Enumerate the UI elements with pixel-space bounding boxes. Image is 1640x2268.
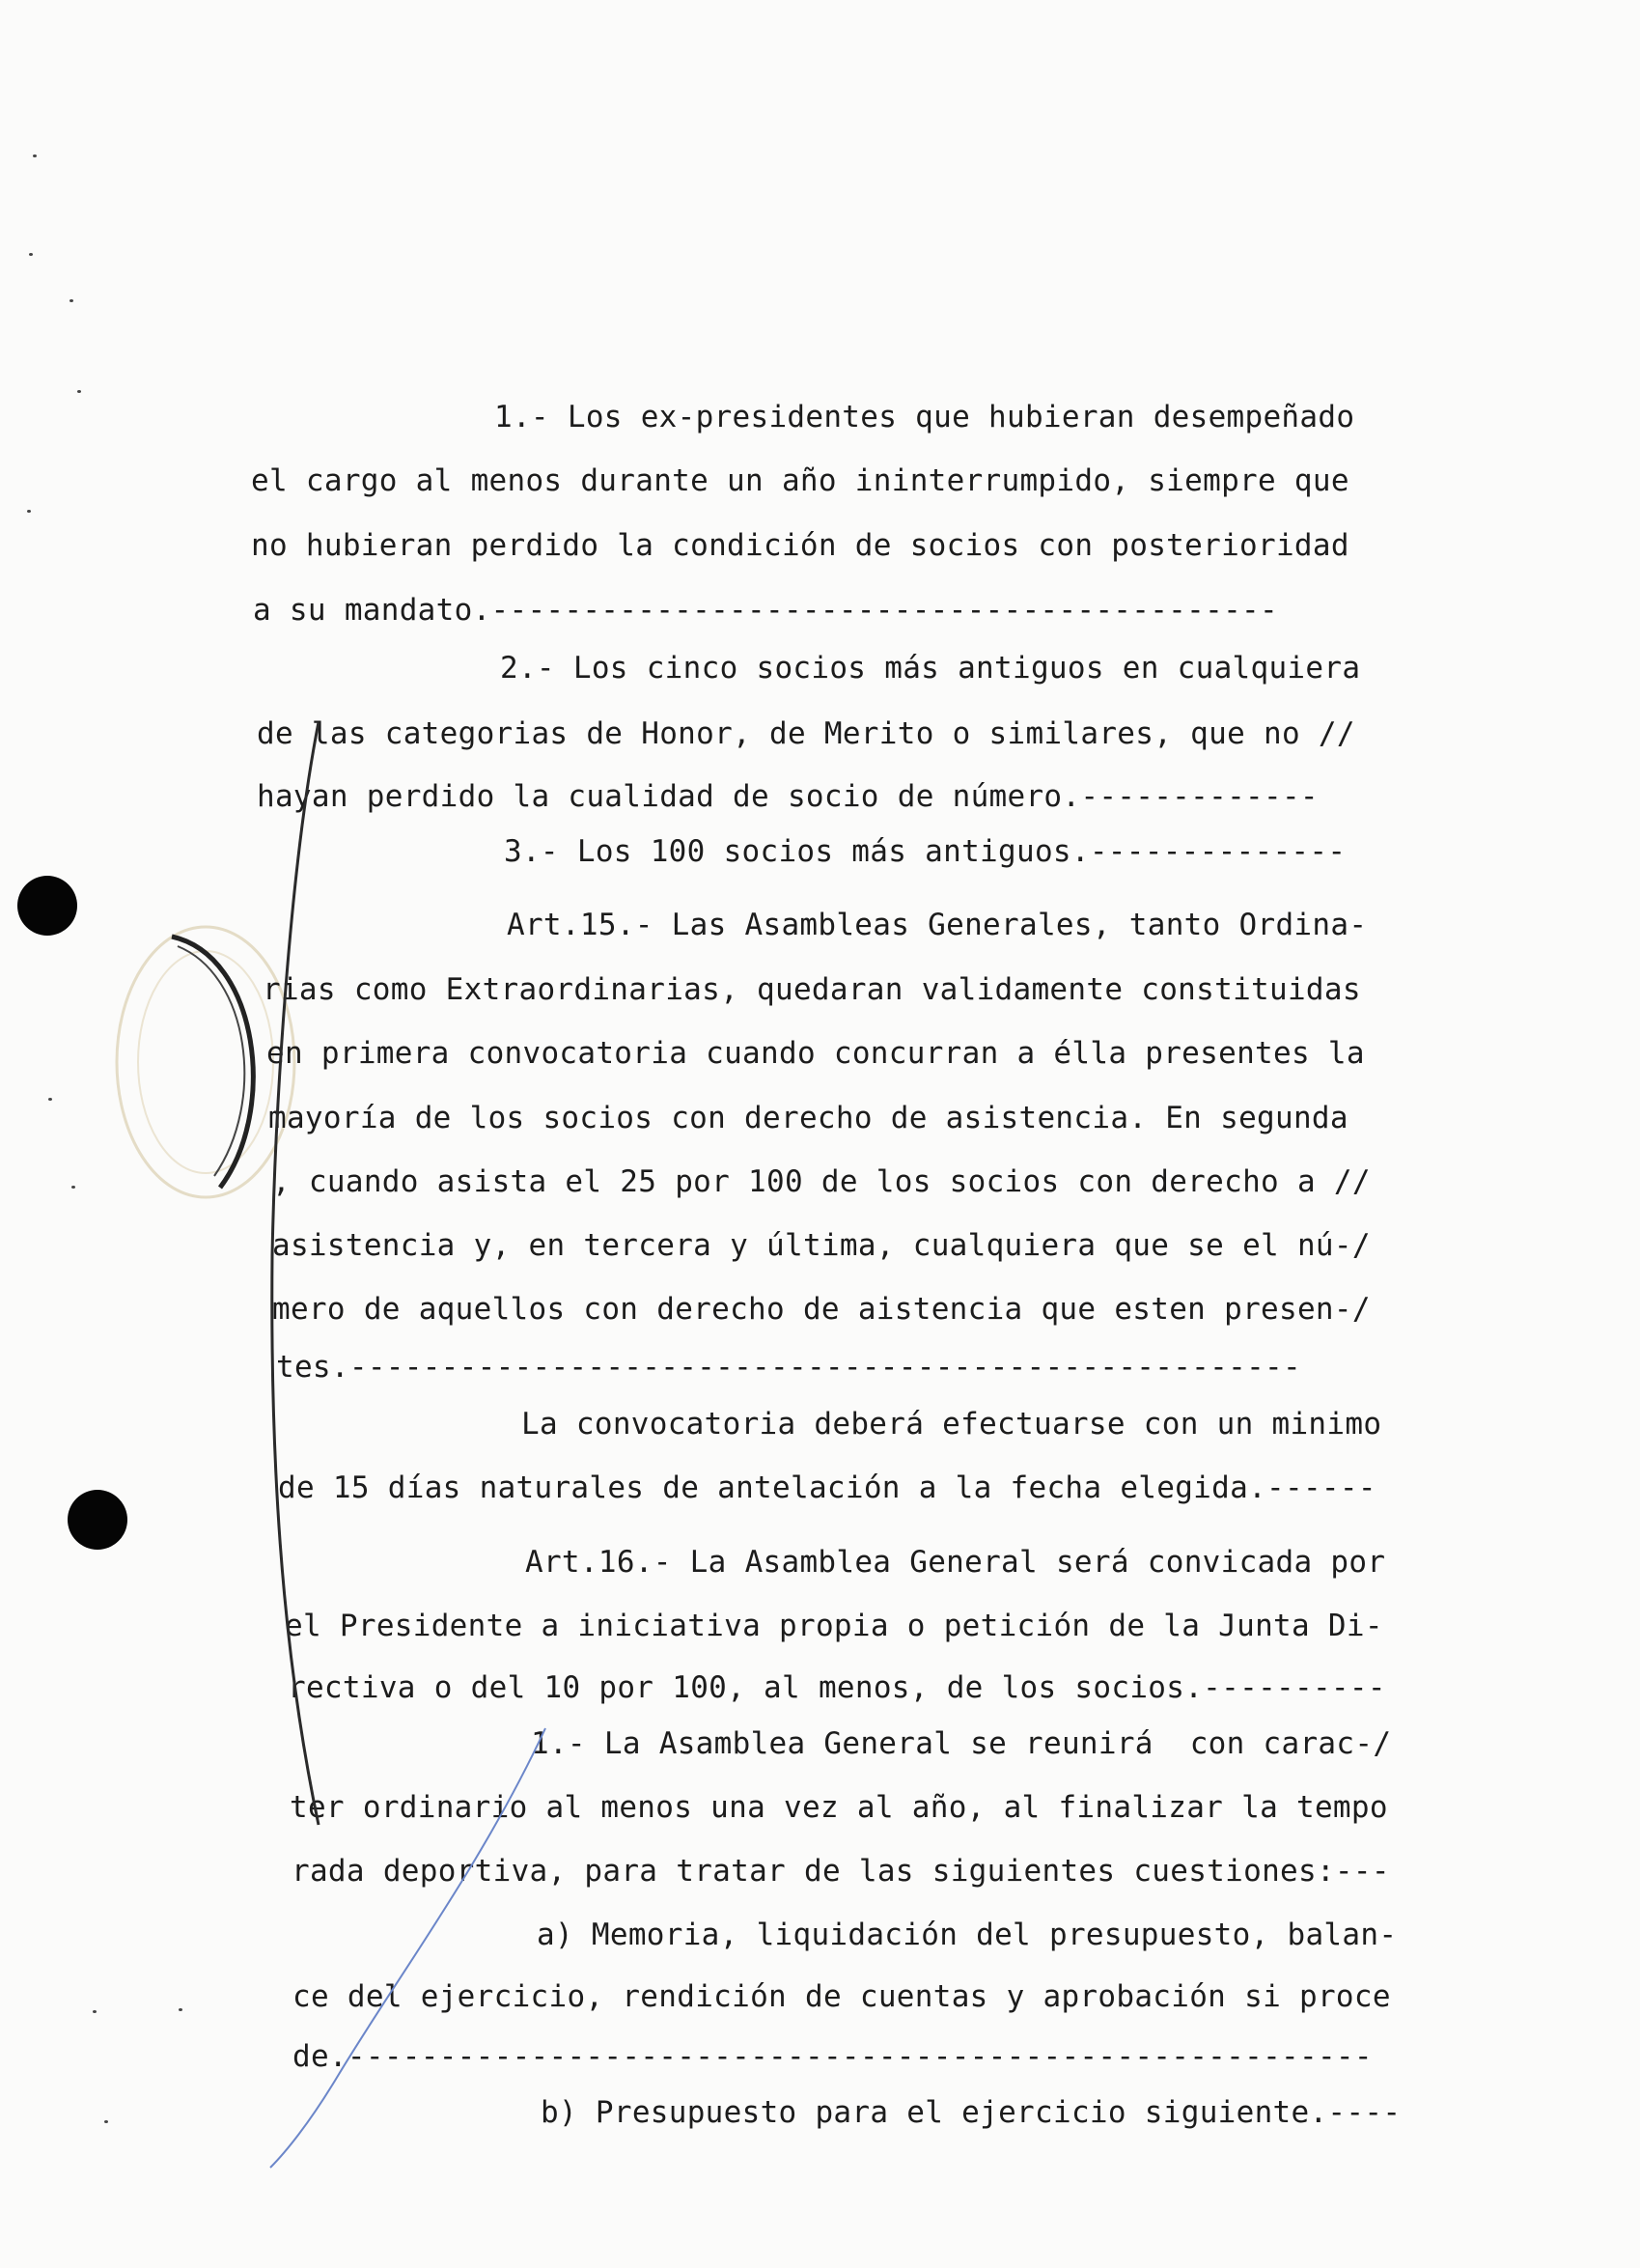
margin-speck [93,2010,97,2013]
punch-hole-bottom [68,1490,127,1550]
text-line: a su mandato.------------------------------------------- [253,593,1278,628]
margin-speck [27,510,31,513]
margin-speck [104,2120,108,2123]
text-line: rada deportiva, para tratar de las siguientes cuestiones:--- [292,1854,1390,1889]
text-line: mero de aquellos con derecho de aistencia que esten presen-/ [272,1292,1371,1327]
text-line: tes.---------------------------------------------------- [276,1350,1301,1385]
text-line: rectiva o del 10 por 100, al menos, de los socios.---------- [288,1670,1386,1705]
text-line: 3.- Los 100 socios más antiguos.-------------- [504,834,1347,869]
text-line: rias como Extraordinarias, quedaran validamente constituidas [263,972,1361,1007]
margin-speck [179,2008,182,2011]
text-line: a) Memoria, liquidación del presupuesto, balan- [537,1918,1398,1952]
text-line: La convocatoria deberá efectuarse con un minimo [521,1407,1382,1442]
text-line: en primera convocatoria cuando concurran a élla presentes la [266,1036,1365,1071]
text-line: 1.- Los ex-presidentes que hubieran desempeñado [494,400,1355,434]
text-line: el cargo al menos durante un año ininterrumpido, siempre que [251,463,1349,498]
text-line: mayoría de los socios con derecho de asistencia. En segunda [268,1101,1348,1135]
text-line: ce del ejercicio, rendición de cuentas y aprobación si proce [292,1979,1391,2014]
text-line: 1.- La Asamblea General se reunirá con carac-/ [531,1726,1392,1761]
margin-speck [29,253,33,256]
text-line: el Presidente a iniciativa propia o petición de la Junta Di- [285,1609,1383,1643]
text-line: , cuando asista el 25 por 100 de los socios con derecho a // [272,1164,1371,1199]
margin-speck [77,390,81,393]
text-line: Art.15.- Las Asambleas Generales, tanto Ordina- [507,908,1368,942]
punch-hole-top [17,876,77,936]
margin-speck [48,1098,52,1101]
text-line: Art.16.- La Asamblea General será convicada por [525,1545,1386,1580]
text-line: de 15 días naturales de antelación a la fecha elegida.------ [278,1470,1376,1505]
text-line: no hubieran perdido la condición de socios con posterioridad [251,528,1349,563]
text-line: de.-------------------------------------------------------- [292,2039,1373,2074]
text-line: de las categorias de Honor, de Merito o similares, que no // [257,716,1355,751]
margin-speck [69,299,73,302]
text-line: 2.- Los cinco socios más antiguos en cualquiera [500,651,1361,686]
text-line: asistencia y, en tercera y última, cualquiera que se el nú-/ [272,1228,1371,1263]
text-line: b) Presupuesto para el ejercicio siguiente.---- [541,2095,1402,2130]
text-line: ter ordinario al menos una vez al año, al finalizar la tempo [290,1790,1388,1825]
text-line: hayan perdido la cualidad de socio de número.------------- [257,779,1319,814]
margin-speck [71,1186,75,1189]
margin-speck [33,154,37,157]
